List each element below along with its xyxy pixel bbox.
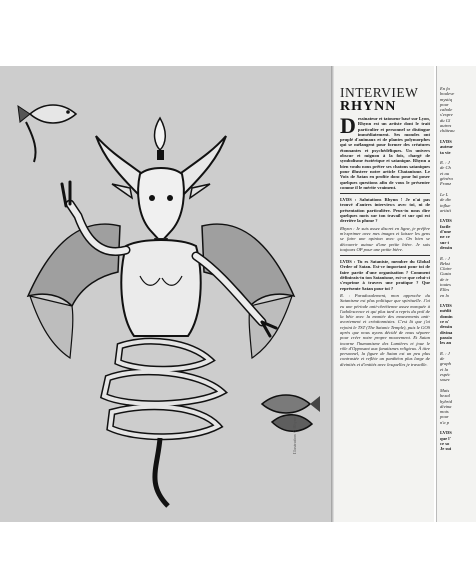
- next-column-line: hybrid: [440, 398, 452, 404]
- section-divider: [340, 255, 430, 256]
- next-column-line: Franz: [440, 181, 451, 187]
- answer-2: R. : Paradoxalement, mon approche du Satanisme est plus politique que spirituelle. J'ai eu une période anti-chrétienne assez marquée à l'adolescence et qui plus tard a repris du poil de la bête avec la montée des mouvements anti-avortement et créationnistes. C'est là que j'ai rejoint le TST (The Satanic Temple), puis le GOS après que nous ayons décidé de nous séparer pour créer notre propre mouvement. Et Satan incarne l'humanisme des Lumières et joue le rôle d'Opposant aux fanatismes religieux. À titre personnel, la figure de Satan est un peu plus contrastée et reflète un panthéon plus large de divinités et d'entités avec lesquelles je travaille.: [340, 292, 430, 367]
- section-divider: [340, 193, 430, 194]
- next-column-line: artisti: [440, 207, 451, 213]
- drop-cap: D: [340, 113, 356, 138]
- next-column-line: Le L: [440, 191, 449, 197]
- next-column-line: et au: [440, 170, 450, 176]
- next-column-line: du Gl: [440, 117, 451, 123]
- next-column-line: ne ce: [440, 234, 450, 240]
- next-column-line: en lo: [440, 292, 450, 298]
- next-column-line: passio: [440, 334, 453, 340]
- next-column-line: ce n': [440, 319, 450, 325]
- next-column-fragment: [436, 66, 476, 522]
- next-column-line: divina: [440, 329, 453, 335]
- next-column-line: n'a p: [440, 419, 450, 425]
- next-column-line: d'une: [440, 229, 451, 235]
- next-column-line: LVDS: [440, 303, 452, 309]
- next-column-line: Elles: [440, 287, 450, 293]
- next-column-line: hexal: [440, 393, 450, 399]
- intro-text: essinateur et tatoueur basé sur Lyon, Rhynn est un artiste dont le trait particulier et personnel se distingue immédiatement. Ses mondes ont peuplé d'animaux et de plantes polymorphes qui se mélangent pour former des créatures étonnantes et psychédéliques. Un univers obscur et mignon à la fois, chargé de symbolisme ésotérique et satanique. Rhynn a bien voulu nous prêter ses chatons sataniques pour illustrer notre article Chatanisme. Le Voix de Satan en profite donc pour lui poser quelques questions afin de vous le présenter comme il le mérite vraiment.: [340, 116, 430, 190]
- next-column-line: Mais: [440, 387, 450, 393]
- next-column-line: Claire: [440, 266, 452, 272]
- next-column-line: toutes: [440, 281, 451, 287]
- next-column-line: ta vie: [440, 149, 451, 155]
- next-column-line: R. : J: [440, 255, 450, 261]
- next-column-line: de Ch: [440, 165, 451, 171]
- next-column-line: pour: [440, 414, 449, 420]
- next-column-line: auteur: [440, 144, 454, 150]
- next-column-line: de: [440, 356, 445, 362]
- next-column-line: dessin: [440, 244, 453, 250]
- next-column-line: domin: [440, 313, 453, 319]
- torso: [121, 240, 200, 336]
- headline-interview: INTERVIEW: [340, 85, 419, 100]
- next-column-line: que l': [440, 435, 451, 441]
- headline-artist-name: RHYNN: [340, 99, 397, 114]
- magazine-spread: [0, 66, 455, 522]
- next-column-line: autres: [440, 123, 452, 129]
- next-column-line: bouleve: [440, 91, 455, 97]
- next-column-line: Gusta: [440, 271, 451, 277]
- next-column-line: de tr: [440, 276, 449, 282]
- next-column-line: mots: [440, 409, 449, 415]
- next-column-line: mystiq: [440, 96, 452, 102]
- next-column-line: s'expre: [440, 112, 453, 118]
- next-column-line: Je sui: [440, 446, 452, 452]
- next-column-line: de div: [440, 197, 452, 203]
- article-column: [334, 66, 434, 522]
- next-column-line: ce so: [440, 440, 450, 446]
- next-column-line: château: [440, 128, 455, 134]
- intro-paragraph: [340, 113, 430, 190]
- next-column-line: divina: [440, 403, 452, 409]
- next-column-line: généra: [440, 176, 453, 182]
- answer-1: Rhynn : Je suis assez discret en ligne, je préfère m'exprimer avec mes images et laisser les gens se faire une opinion avec ça. On bien se découvrir autour d'une petite bière. Je suis toujours OP pour une petite bière.: [340, 225, 430, 252]
- next-column-line: LVDS: [440, 430, 452, 436]
- next-column-line: dessin: [440, 324, 453, 330]
- next-column-line: sourc: [440, 377, 451, 383]
- next-column-line: R. : J: [440, 350, 450, 356]
- next-column-line: les an: [440, 340, 452, 346]
- next-column-line: Bekst: [440, 260, 450, 266]
- next-column-line: pour: [440, 101, 449, 107]
- question-2: LVDS : Tu es Sataniste, membre du Global Order of Satan. Est-ce important pour toi de faire partie d'une organisation ? Comment définirais-tu ton Satanisme, est-ce que celui-ci s'exprime à travers une pratique ? Que représente Satan pour toi ?: [340, 259, 430, 291]
- next-column-line: sur t: [440, 239, 449, 245]
- next-column-line: facile: [440, 223, 451, 229]
- next-column-line: influe: [440, 202, 451, 208]
- illustration-drawing: [0, 66, 332, 522]
- next-column-line: cabale: [440, 107, 453, 113]
- next-column-line: En fa: [440, 86, 450, 91]
- baphomet-illustration: [0, 66, 332, 522]
- next-column-line: et la: [440, 366, 449, 372]
- next-column-line: LVDS: [440, 218, 452, 224]
- next-column-line: LVDS: [440, 138, 452, 144]
- next-column-line: R. : J: [440, 160, 450, 166]
- next-column-line: graph: [440, 361, 451, 367]
- candle: [157, 150, 164, 160]
- question-1: LVDS : Salutations Rhynn ! Je n'ai pas trouvé d'autres interviews avec toi, ni de présentation particulière. Peux-tu nous dire quelques mots sur ton travail et sur qui est derrière la plume ?: [340, 197, 430, 224]
- next-column-line: espéc: [440, 372, 451, 378]
- illustration-credit: Illustration © Rhynn: [292, 416, 297, 454]
- next-column-line: médit: [440, 308, 452, 314]
